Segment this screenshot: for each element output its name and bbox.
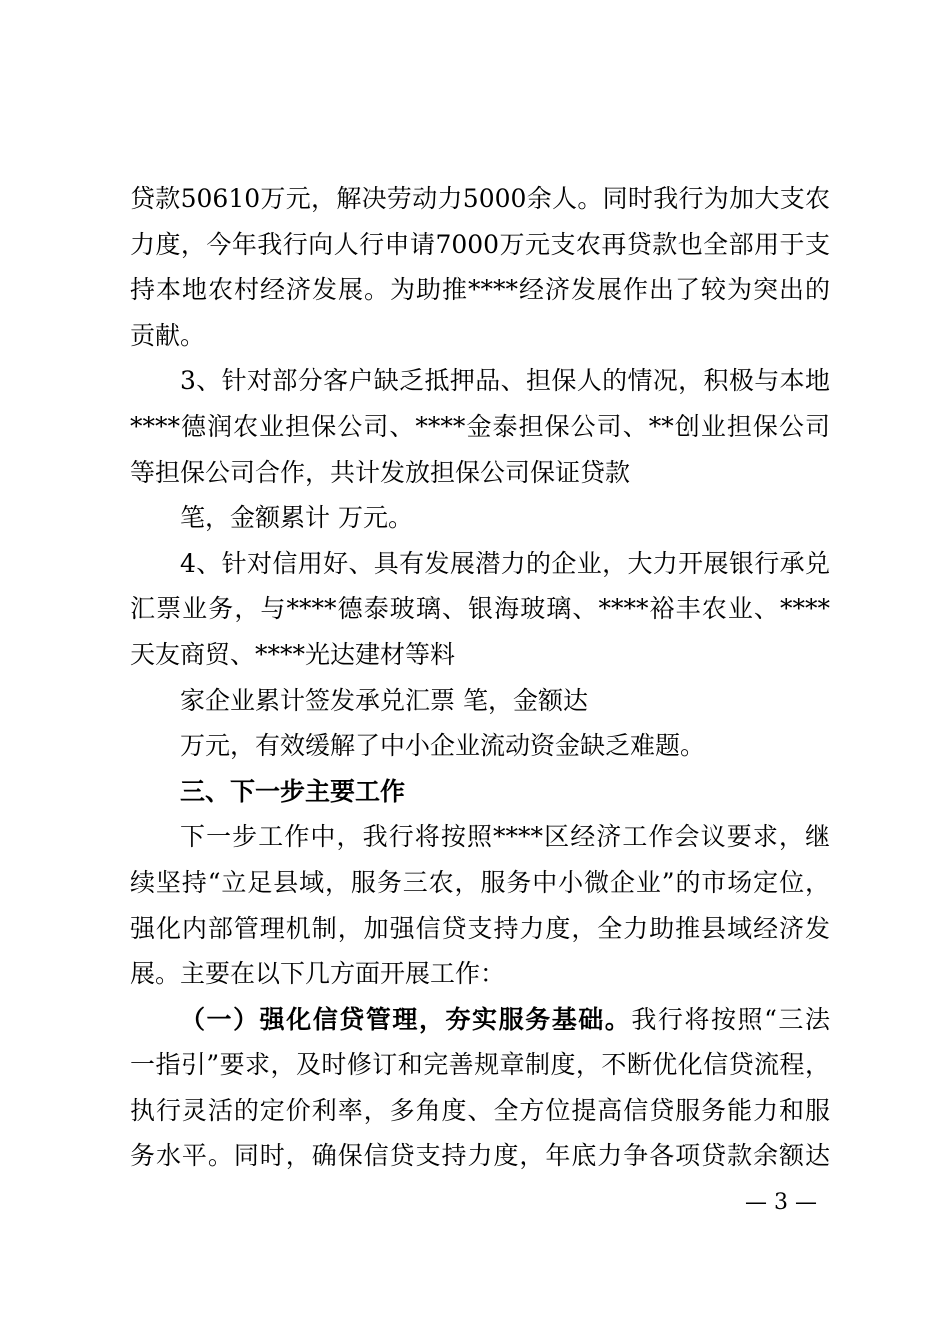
text-line: 等担保公司合作，共计发放担保公司保证贷款 [130, 457, 631, 487]
text-line: 贡献。 [130, 320, 206, 350]
text-line: 家企业累计签发承兑汇票 笔，金额达 [180, 685, 588, 715]
text-line: 贷款50610万元，解决劳动力5000余人。同时我行为加大支农 [130, 184, 830, 213]
text-line: 展。主要在以下几方面开展工作： [130, 959, 506, 989]
text-line: 务水平。同时，确保信贷支持力度，年底力争各项贷款余额达 [130, 1141, 830, 1171]
text-line: 执行灵活的定价利率，多角度、全方位提高信贷服务能力和服 [130, 1095, 830, 1125]
text-line: 持本地农村经济发展。为助推****经济发展作出了较为突出的 [130, 275, 830, 305]
text-line: 一指引”要求，及时修订和完善规章制度，不断优化信贷流程， [130, 1050, 830, 1080]
document-body [130, 176, 830, 1179]
text-line: 万元，有效缓解了中小企业流动资金缺乏难题。 [180, 731, 706, 761]
text-line: 天友商贸、****光达建材等料 [130, 639, 456, 669]
text-line: 3、针对部分客户缺乏抵押品、担保人的情况，积极与本地 [180, 366, 830, 396]
text-line: 续坚持“立足县域，服务三农，服务中小微企业”的市场定位， [130, 867, 830, 897]
text-line: 4、针对信用好、具有发展潜力的企业，大力开展银行承兑 [180, 548, 830, 578]
section-heading: 三、下一步主要工作 [180, 776, 406, 806]
text-line: 汇票业务，与****德泰玻璃、银海玻璃、****裕丰农业、**** [130, 594, 830, 624]
text-line: 强化内部管理机制，加强信贷支持力度，全力助推县域经济发 [130, 913, 830, 943]
text-line: 力度，今年我行向人行申请7000万元支农再贷款也全部用于支 [130, 229, 830, 259]
text-line [130, 997, 830, 1043]
text-line: 笔，金额累计 万元。 [180, 503, 413, 533]
bold-lead-in: （一）强化信贷管理，夯实服务基础。 [180, 1004, 632, 1034]
text-span: 我行将按照“三法 [631, 1004, 830, 1034]
page-number: — 3 — [745, 1190, 817, 1215]
text-line: 下一步工作中，我行将按照****区经济工作会议要求，继 [180, 822, 830, 852]
text-line: ****德润农业担保公司、****金泰担保公司、**创业担保公司 [130, 411, 830, 441]
